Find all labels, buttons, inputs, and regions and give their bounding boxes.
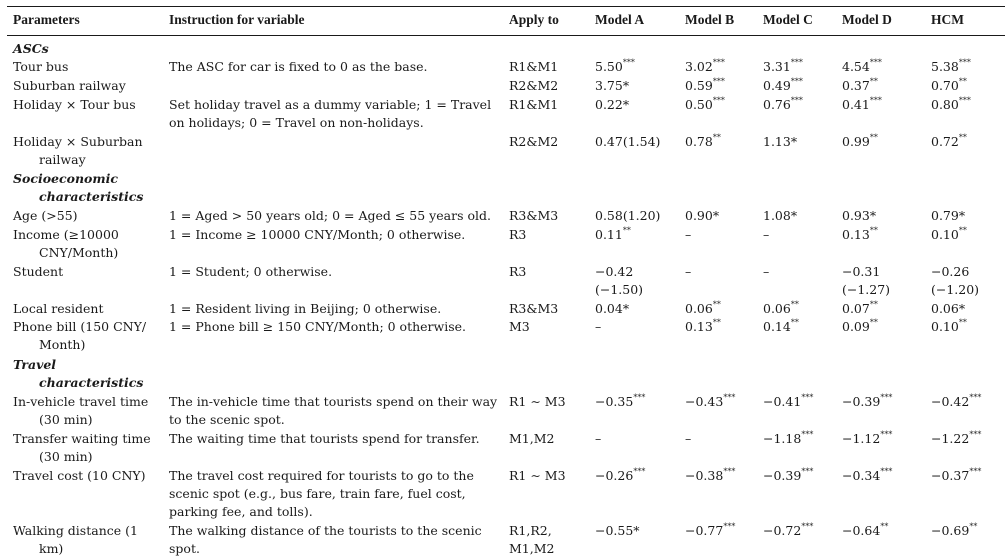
apply-to: R3 [509, 227, 527, 242]
instruction-text: The waiting time that tourists spend for transfer. [169, 431, 480, 446]
parameter-name: Month) [39, 337, 86, 352]
section-travel-2: characteristics [39, 375, 144, 390]
coefficient-value: 0.50 [685, 97, 713, 112]
significance-stars: *** [622, 58, 635, 67]
coefficient-hcm [931, 133, 967, 151]
coefficient-model-d [842, 96, 882, 114]
significance-stars: ** [869, 300, 878, 309]
coefficient-model-c [763, 393, 813, 411]
coefficient-model-b [685, 318, 721, 336]
significance-stars: ** [958, 77, 967, 86]
section-socioeconomic-1: Socioeconomic [13, 171, 118, 186]
coefficient-value: −0.42 [931, 394, 970, 409]
coefficient-hcm [931, 226, 967, 244]
coefficient-hcm [931, 58, 971, 76]
significance-stars: ** [790, 318, 799, 327]
coefficient-value: −1.12 [842, 431, 881, 446]
parameter-name: Holiday × Tour bus [13, 97, 136, 112]
coefficient-hcm [931, 207, 965, 225]
coefficient-value: 0.47(1.54) [595, 134, 661, 149]
coefficient-model-d [842, 522, 888, 540]
coefficient-value: 0.06 [685, 301, 713, 316]
significance-stars: *** [880, 393, 893, 402]
t-statistic: (−1.50) [595, 282, 644, 297]
coefficient-value: −0.39 [763, 468, 802, 483]
coefficient-model-d [842, 300, 878, 318]
coefficient-value: −0.37 [931, 468, 970, 483]
coefficient-value: −1.18 [763, 431, 802, 446]
coefficient-model-c [763, 300, 799, 318]
significance-stars: ** [790, 300, 799, 309]
coefficient-value: – [595, 431, 602, 446]
coefficient-hcm [931, 263, 969, 281]
coefficient-model-c [763, 430, 813, 448]
parameter-name: In-vehicle travel time [13, 394, 149, 409]
coefficient-model-c [763, 96, 803, 114]
coefficient-value: −0.26 [595, 468, 634, 483]
significance-stars: *** [723, 522, 736, 531]
instruction-text: 1 = Student; 0 otherwise. [169, 264, 333, 279]
t-statistic: (−1.27) [842, 282, 891, 297]
parameter-name: Income (≥10000 [13, 227, 119, 242]
coefficient-model-c [763, 133, 797, 151]
coefficient-model-a [595, 263, 633, 281]
instruction-text: The ASC for car is fixed to 0 as the base. [169, 59, 428, 74]
coefficient-model-d [842, 393, 892, 411]
parameter-name: Holiday × Suburban [13, 134, 143, 149]
significance-stars: *** [869, 58, 882, 67]
coefficient-value: 0.06* [931, 301, 966, 316]
coefficient-value: 0.13 [685, 319, 713, 334]
coefficient-model-a [595, 77, 629, 95]
coefficient-hcm [931, 522, 977, 540]
coefficient-value: – [685, 431, 692, 446]
coefficient-model-a [595, 318, 601, 336]
significance-stars: *** [712, 58, 725, 67]
coefficient-model-c [763, 207, 797, 225]
coefficient-model-b [685, 226, 691, 244]
significance-stars: *** [958, 58, 971, 67]
coefficient-model-c [763, 522, 813, 540]
significance-stars: *** [969, 393, 982, 402]
coefficient-model-a [595, 393, 645, 411]
significance-stars: ** [958, 226, 967, 235]
coefficient-value: 0.72 [931, 134, 959, 149]
t-statistic: (−1.20) [931, 282, 980, 297]
significance-stars: ** [712, 318, 721, 327]
coefficient-model-c [763, 318, 799, 336]
parameter-name: CNY/Month) [39, 245, 119, 260]
significance-stars: *** [801, 393, 814, 402]
coefficient-value: 0.99 [842, 134, 870, 149]
coefficient-model-d [842, 77, 878, 95]
coefficient-model-d [842, 263, 880, 281]
significance-stars: *** [633, 467, 646, 476]
significance-stars: ** [712, 133, 721, 142]
significance-stars: *** [958, 96, 971, 105]
parameter-name: Age (>55) [13, 208, 78, 223]
coefficient-hcm [931, 393, 981, 411]
coefficient-value: 3.31 [763, 59, 791, 74]
coefficient-hcm [931, 96, 971, 114]
coefficient-value: −0.31 [842, 264, 881, 279]
parameter-name: Travel cost (10 CNY) [13, 468, 146, 483]
coefficient-value: 0.49 [763, 78, 791, 93]
header-model-c: Model C [763, 12, 813, 27]
coefficient-value: −0.35 [595, 394, 634, 409]
parameter-name: Tour bus [13, 59, 69, 74]
coefficient-model-a [595, 96, 629, 114]
coefficient-value: 0.06 [763, 301, 791, 316]
apply-to: M1,M2 [509, 431, 555, 446]
instruction-text: 1 = Income ≥ 10000 CNY/Month; 0 otherwise. [169, 227, 466, 242]
coefficient-model-d [842, 133, 878, 151]
coefficient-model-a [595, 467, 645, 485]
significance-stars: *** [790, 96, 803, 105]
coefficient-hcm [931, 318, 967, 336]
top-rule [7, 6, 1005, 7]
coefficient-model-d [842, 207, 876, 225]
coefficient-value: 0.09 [842, 319, 870, 334]
significance-stars: ** [869, 133, 878, 142]
parameter-name: (30 min) [39, 412, 93, 427]
coefficient-value: −0.41 [763, 394, 802, 409]
coefficient-value: 3.75* [595, 78, 630, 93]
coefficient-value: −0.38 [685, 468, 724, 483]
apply-to: R3&M3 [509, 208, 559, 223]
coefficient-model-b [685, 77, 725, 95]
coefficient-model-a [595, 58, 635, 76]
coefficient-value: 1.08* [763, 208, 798, 223]
apply-to: M3 [509, 319, 530, 334]
coefficient-value: 0.37 [842, 78, 870, 93]
header-hcm: HCM [931, 12, 964, 27]
coefficient-model-c [763, 263, 769, 281]
instruction-text: spot. [169, 541, 200, 556]
instruction-text: The in-vehicle time that tourists spend on their way [169, 394, 498, 409]
significance-stars: *** [969, 467, 982, 476]
coefficient-value: 0.41 [842, 97, 870, 112]
header-parameters: Parameters [13, 12, 80, 27]
coefficient-model-c [763, 77, 803, 95]
instruction-text: 1 = Aged > 50 years old; 0 = Aged ≤ 55 years old. [169, 208, 491, 223]
parameter-name: km) [39, 541, 64, 556]
coefficient-value: 0.80 [931, 97, 959, 112]
coefficient-value: −0.77 [685, 523, 724, 538]
significance-stars: *** [633, 393, 646, 402]
section-socioeconomic-2: characteristics [39, 189, 144, 204]
coefficient-hcm [931, 77, 967, 95]
coefficient-value: −0.69 [931, 523, 970, 538]
parameter-name: railway [39, 152, 86, 167]
coefficient-value: −0.55* [595, 523, 640, 538]
significance-stars: *** [880, 467, 893, 476]
coefficient-model-a [595, 133, 660, 151]
significance-stars: *** [880, 430, 893, 439]
coefficient-value: −0.26 [931, 264, 970, 279]
coefficient-value: 4.54 [842, 59, 870, 74]
coefficient-hcm [931, 467, 981, 485]
coefficient-model-b [685, 263, 691, 281]
significance-stars: *** [801, 430, 814, 439]
coefficient-value: 0.70 [931, 78, 959, 93]
coefficient-model-b [685, 430, 691, 448]
parameter-name: Walking distance (1 [13, 523, 138, 538]
apply-to: M1,M2 [509, 541, 555, 556]
parameter-name: Student [13, 264, 64, 279]
instruction-text: The walking distance of the tourists to the scenic [169, 523, 482, 538]
instruction-text: Set holiday travel as a dummy variable; 1 = Travel [169, 97, 492, 112]
instruction-text: to the scenic spot. [169, 412, 285, 427]
coefficient-model-b [685, 58, 725, 76]
coefficient-value: – [763, 227, 770, 242]
coefficient-value: 0.76 [763, 97, 791, 112]
coefficient-value: 3.02 [685, 59, 713, 74]
coefficient-value: 0.14 [763, 319, 791, 334]
significance-stars: ** [969, 522, 978, 531]
coefficient-model-c [763, 58, 803, 76]
significance-stars: *** [790, 58, 803, 67]
coefficient-model-c [763, 226, 769, 244]
coefficient-value: 5.50 [595, 59, 623, 74]
coefficient-value: – [763, 264, 770, 279]
instruction-text: 1 = Phone bill ≥ 150 CNY/Month; 0 otherwise. [169, 319, 467, 334]
apply-to: R2&M2 [509, 134, 559, 149]
coefficient-value: −0.42 [595, 264, 634, 279]
coefficient-model-b [685, 467, 735, 485]
coefficient-model-c [763, 467, 813, 485]
coefficient-value: 0.11 [595, 227, 623, 242]
significance-stars: *** [712, 77, 725, 86]
significance-stars: *** [801, 467, 814, 476]
coefficient-model-d [842, 430, 892, 448]
header-model-d: Model D [842, 12, 892, 27]
parameter-name: Local resident [13, 301, 104, 316]
apply-to: R3 [509, 264, 527, 279]
coefficient-value: −0.43 [685, 394, 724, 409]
coefficient-model-a [595, 522, 640, 540]
coefficient-model-d [842, 226, 878, 244]
header-apply-to: Apply to [509, 12, 559, 27]
significance-stars: ** [958, 133, 967, 142]
coefficient-value: 5.38 [931, 59, 959, 74]
apply-to: R1&M1 [509, 59, 559, 74]
significance-stars: ** [712, 300, 721, 309]
apply-to: R1&M1 [509, 97, 559, 112]
parameter-name: Transfer waiting time [13, 431, 151, 446]
coefficient-model-a [595, 430, 601, 448]
significance-stars: ** [869, 318, 878, 327]
coefficient-value: −1.22 [931, 431, 970, 446]
significance-stars: ** [958, 318, 967, 327]
coefficient-value: 0.04* [595, 301, 630, 316]
parameter-name: Phone bill (150 CNY/ [13, 319, 147, 334]
coefficient-value: – [685, 264, 692, 279]
apply-to: R1,R2, [509, 523, 552, 538]
coefficient-value: −0.39 [842, 394, 881, 409]
significance-stars: *** [869, 96, 882, 105]
coefficient-model-d [842, 58, 882, 76]
coefficient-value: 0.79* [931, 208, 966, 223]
significance-stars: *** [723, 467, 736, 476]
apply-to: R3&M3 [509, 301, 559, 316]
coefficient-model-d [842, 318, 878, 336]
coefficient-hcm [931, 430, 981, 448]
significance-stars: *** [969, 430, 982, 439]
coefficient-model-b [685, 522, 735, 540]
coefficient-model-b [685, 207, 719, 225]
significance-stars: ** [880, 522, 889, 531]
coefficient-value: – [595, 319, 602, 334]
section-ascs: ASCs [13, 41, 49, 56]
coefficient-value: 0.90* [685, 208, 720, 223]
significance-stars: ** [622, 226, 631, 235]
apply-to: R2&M2 [509, 78, 559, 93]
header-rule [7, 35, 1005, 36]
instruction-text: scenic spot (e.g., bus fare, train fare, fuel cost, [169, 486, 466, 501]
coefficient-value: 0.10 [931, 227, 959, 242]
coefficient-model-b [685, 133, 721, 151]
coefficient-value: 0.07 [842, 301, 870, 316]
coefficient-value: 1.13* [763, 134, 798, 149]
coefficient-value: 0.78 [685, 134, 713, 149]
significance-stars: *** [790, 77, 803, 86]
coefficient-model-b [685, 96, 725, 114]
significance-stars: ** [869, 77, 878, 86]
section-travel-1: Travel [13, 357, 57, 372]
significance-stars: *** [712, 96, 725, 105]
instruction-text: The travel cost required for tourists to go to the [169, 468, 474, 483]
header-instruction: Instruction for variable [169, 12, 305, 27]
apply-to: R1 ∼ M3 [509, 468, 566, 483]
coefficient-value: −0.34 [842, 468, 881, 483]
coefficient-value: – [685, 227, 692, 242]
coefficient-value: −0.72 [763, 523, 802, 538]
coefficient-model-b [685, 393, 735, 411]
coefficient-value: −0.64 [842, 523, 881, 538]
coefficient-value: 0.58(1.20) [595, 208, 661, 223]
instruction-text: parking fee, and tolls). [169, 504, 313, 519]
instruction-text: 1 = Resident living in Beijing; 0 otherwise. [169, 301, 442, 316]
parameter-name: (30 min) [39, 449, 93, 464]
coefficient-value: 0.13 [842, 227, 870, 242]
header-model-b: Model B [685, 12, 735, 27]
coefficient-value: 0.93* [842, 208, 877, 223]
apply-to: R1 ∼ M3 [509, 394, 566, 409]
instruction-text: on holidays; 0 = Travel on non-holidays. [169, 115, 424, 130]
header-model-a: Model A [595, 12, 645, 27]
coefficient-value: 0.10 [931, 319, 959, 334]
coefficient-value: 0.22* [595, 97, 630, 112]
coefficient-model-d [842, 467, 892, 485]
coefficient-model-a [595, 300, 629, 318]
coefficient-model-b [685, 300, 721, 318]
parameter-name: Suburban railway [13, 78, 126, 93]
significance-stars: ** [869, 226, 878, 235]
significance-stars: *** [801, 522, 814, 531]
coefficient-value: 0.59 [685, 78, 713, 93]
coefficient-hcm [931, 300, 965, 318]
coefficient-model-a [595, 207, 660, 225]
coefficient-model-a [595, 226, 631, 244]
significance-stars: *** [723, 393, 736, 402]
